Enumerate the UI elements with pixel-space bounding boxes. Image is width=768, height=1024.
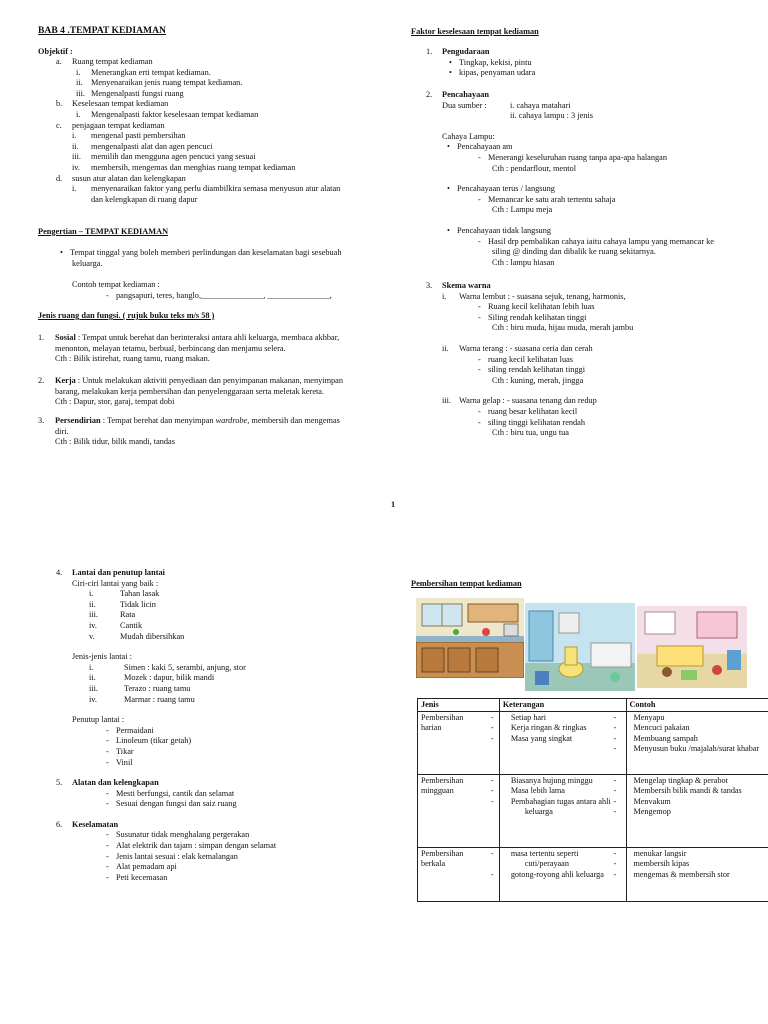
pengertian-heading: Pengertian – TEMPAT KEDIAMAN (38, 227, 169, 236)
table-row: Pembersihan mingguan - Biasanya hujung minggu - Masa lebih lama - Pembahagian tugas antara ahli keluarga - Mengelap tingkap & perabot - Membersih bilik mandi & tandas - Menvakum - Mengemop (418, 775, 768, 848)
bedroom-illustration (637, 606, 747, 688)
pembersihan-heading: Pembersihan tempat kediaman (411, 579, 522, 588)
table-header: Contoh (626, 699, 768, 712)
contoh-items: - pangsapuri, teres, banglo,_______________, _______________, (120, 291, 332, 302)
ruang-kerja: 2. Kerja : Untuk melakukan aktiviti penyediaan dan penyimpanan makanan, menyimpan barang, melakukan kerja pembersihan dan penyelenggaraan serta meletak kereta. Cth : Dapur, stor, garaj, tempat dobi (38, 376, 344, 407)
kitchen-illustration (416, 598, 524, 678)
pengudaraan-section: 1. Pengudaraan • Tingkap, kekisi, pintu • kipas, penyaman udara (411, 47, 751, 79)
bathroom-illustration (525, 603, 635, 691)
contoh-label: Contoh tempat kediaman : (72, 280, 160, 289)
ruang-persendirian: 3. Persendirian : Tempat berehat dan menyimpan wardrobe, membersih dan mengemas diri. Cth : Bilik tidur, bilik mandi, tandas (38, 416, 340, 447)
pencahayaan-section: 2. Pencahayaan Dua sumber : i. cahaya matahari ii. cahaya lampu : 3 jenis Cahaya Lampu: • Pencahayaan am - Menerangi keseluruhan ruang tanpa apa-apa halangan Cth : pendarflour, mentol • Pencahayaan terus / langsung - Memancar ke satu arah tertentu sahaja Cth : Lampu meja • Pencahayaan tidak langsung - Hasil drp pembalikan cahaya iaitu cahaya lampu yang memancar ke siling @ dinding dan dibalik ke ruang sekitarnya. Cth : lampu hiasan (411, 90, 756, 268)
page-number: 1 (391, 500, 396, 509)
chapter-title: BAB 4 .TEMPAT KEDIAMAN (38, 25, 166, 36)
table-row: Pembersihan berkala - masa tertentu seperti cuti/perayaan - gotong-royong ahli keluarga - menukar langsir - membersih kipas - mengemas & membersih stor (418, 848, 768, 902)
lantai-section: 4. Lantai dan penutup lantai Ciri-ciri lantai yang baik : i. Tahan lasak ii. Tidak licin iii. Rata iv. Cantik v. Mudah dibersihkan Jenis-jenis lantai : i. Simen : kaki 5, serambi, anjung, stor ii. Mozek : dapur, bilik mandi iii. Terazo : ruang tamu iv. Marmar : ruang tamu Penutup lantai : - Permaidani - Linoleum (tikar getah) - Tikar - Vinil 5. Alatan dan kelengkapan - Mesti berfungsi, cantik dan selamat - Sesuai dengan fungsi dan saiz ruang 6. Keselamatan - Susunatur tidak menghalang pergerakan - Alat elektrik dan tajam : simpan dengan selamat - Jenis lantai sesuai : elak kemalangan - Alat pemadam api - Peti kecemasan (38, 568, 378, 883)
pengertian-bullet: • Tempat tinggal yang boleh memberi perlindungan dan keselamatan bagi sesebuah keluarga. (72, 248, 392, 269)
jenis-ruang-heading: Jenis ruang dan fungsi. ( rujuk buku teks m/s 58 ) (38, 311, 215, 320)
table-header: Jenis (418, 699, 500, 712)
table-row: Pembersihan harian - Setiap hari - Kerja ringan & ringkas - Masa yang singkat - Menyapu - Mencuci pakaian - Membuang sampah - Menyusun buku /majalah/surat khabar (418, 712, 768, 775)
table-header: Keterangan (499, 699, 626, 712)
objektif-list: a. Ruang tempat kediaman i. Menerangkan erti tempat kediaman. ii. Menyenaraikan jenis ruang tempat kediaman. iii. Mengenalpasti fungsi ruang b. Keselesaan tempat kediaman i. Mengenalpasti faktor keselesaan tempat kediaman c. penjagaan tempat kediaman i. mengenal pasti pembersihan ii. mengenalpasti alat dan agen pencuci iii. memilih dan mengguna agen pencuci yang sesuai iv. membersih, mengemas dan menghias ruang tempat kediaman d. susun atur alatan dan kelengkapan i. menyenaraikan faktor yang perlu diambilkira semasa menyusun atur alatan dan kelengkapan di ruang dapur (56, 57, 341, 204)
objektif-label: Objektif : (38, 47, 73, 56)
pembersihan-table (417, 698, 768, 902)
skema-warna-section: 3. Skema warna i. Warna lembut : - suasana sejuk, tenang, harmonis, - Ruang kecil kelihatan lebih luas - Siling rendah kelihatan tinggi Cth : biru muda, hijau muda, merah jambu ii. Warna terang : - suasana ceria dan cerah - ruang kecil kelihatan luas - siling rendah kelihatan tinggi Cth : kuning, merah, jingga iii. Warna gelap : - suasana tenang dan redup - ruang besar kelihatan kecil - siling tinggi kelihatan rendah Cth : biru tua, ungu tua (411, 281, 756, 439)
ruang-sosial: 1. Sosial : Tempat untuk berehat dan berinteraksi antara ahli keluarga, membaca akhbar, menonton, melayan tetamu, berbual, berbincang dan menjamu selera. Cth : Bilik istirehat, ruang tamu, ruang makan. (38, 333, 340, 364)
faktor-heading: Faktor keselesaan tempat kediaman (411, 27, 539, 36)
